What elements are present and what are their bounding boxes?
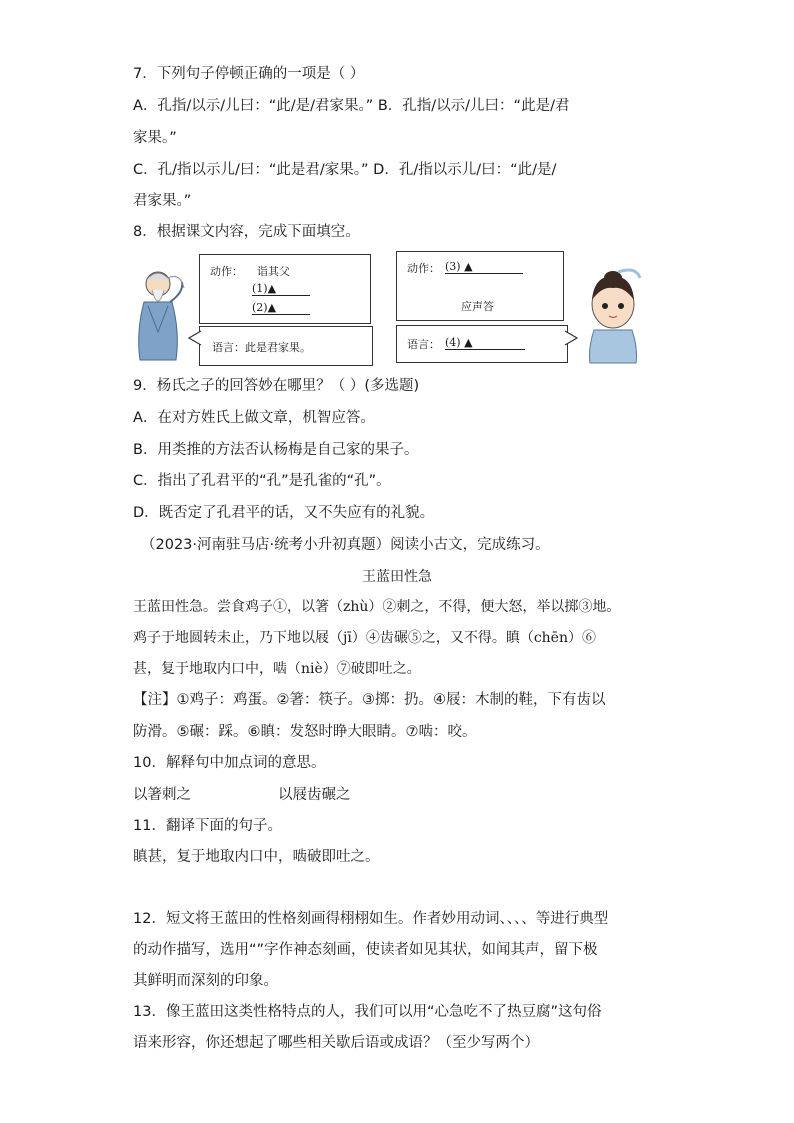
right-speech-tail (564, 330, 578, 346)
left-speech-text: 语言：此是君家果。 (212, 341, 311, 354)
q8-stem: 8．根据课文内容，完成下面填空。 (133, 224, 360, 240)
passage-source: （2023·河南驻马店·统考小升初真题）阅读小古文，完成练习。 (141, 537, 550, 553)
right-response-text: 应声答 (461, 300, 494, 313)
left-action-box (199, 254, 371, 324)
q7-option-ab-line1: A．孔指/以示/儿曰：“此/是/君家果。” B．孔指/以示/儿曰：“此是/君 (133, 98, 570, 114)
q7-option-cd-line1: C．孔/指以示儿/曰：“此是君/家果。” D．孔/指以示儿/曰：“此/是/ (133, 162, 557, 178)
q9-option-b: B．用类推的方法否认杨梅是自己家的果子。 (133, 442, 419, 458)
q9-stem: 9．杨氏之子的回答妙在哪里？（ ）(多选题) (133, 378, 420, 394)
q10-item-2: 以屐齿碾之 (278, 787, 351, 803)
q10-stem: 10．解释句中加点词的意思。 (133, 755, 326, 771)
passage-note-2: 防滑。⑤碾：踩。⑥瞋：发怒时睁大眼睛。⑦啮：咬。 (133, 724, 477, 740)
passage-title: 王蓝田性急 (362, 569, 432, 585)
left-speech-box (199, 326, 373, 366)
right-action-box (396, 251, 564, 321)
left-action-label: 动作： (210, 265, 243, 278)
q7-stem: 7．下列句子停顿正确的一项是（ ） (133, 66, 365, 82)
q7-option-b-line2: 家果。” (133, 130, 177, 146)
right-speech-box (396, 325, 568, 363)
q11-sentence: 瞋甚，复于地取内口中，啮破即吐之。 (133, 849, 380, 865)
left-speech-tail (188, 330, 202, 346)
q7-option-d-line2: 君家果。” (133, 193, 192, 209)
q13-line-2: 语来形容，你还想起了哪些相关歇后语或成语？（至少写两个） (133, 1035, 539, 1051)
passage-note-1: 【注】①鸡子：鸡蛋。②箸：筷子。③掷：扔。④屐：木制的鞋，下有齿以 (133, 692, 606, 708)
q9-option-d: D．既否定了孔君平的话，又不失应有的礼貌。 (133, 505, 435, 521)
q12-line-2: 的动作描写，选用“”字作神态刻画，使读者如见其状，如闻其声，留下极 (133, 942, 598, 958)
q9-option-a: A．在对方姓氏上做文章，机智应答。 (133, 410, 375, 426)
left-action-text: 诣其父 (257, 265, 290, 278)
q9-option-c: C．指出了孔君平的“孔”是孔雀的“孔”。 (133, 473, 391, 489)
blank-4: (4) ▲ (445, 336, 525, 350)
right-speech-label: 语言： (407, 338, 440, 351)
blank-2: (2)▲ (252, 301, 310, 315)
passage-line-2: 鸡子于地圆转未止，乃下地以屐（jī）④齿碾⑤之，又不得。瞋（chēn）⑥ (133, 630, 596, 646)
q11-stem: 11．翻译下面的句子。 (133, 818, 282, 834)
old-man-illustration (126, 262, 196, 362)
passage-line-1: 王蓝田性急。尝食鸡子①，以箸（zhù）②刺之，不得，便大怒，举以掷③地。 (133, 599, 621, 615)
q13-line-1: 13．像王蓝田这类性格特点的人，我们可以用“心急吃不了热豆腐”这句俗 (133, 1004, 602, 1020)
q10-item-1: 以箸刺之 (133, 787, 191, 803)
boy-illustration (580, 268, 646, 364)
q12-line-3: 其鲜明而深刻的印象。 (133, 973, 278, 989)
q12-line-1: 12．短文将王蓝田的性格刻画得栩栩如生。作者妙用动词、、、、等进行典型 (133, 911, 609, 927)
passage-line-3: 甚，复于地取内口中，啮（niè）⑦破即吐之。 (133, 661, 421, 677)
blank-1: (1)▲ (252, 282, 310, 296)
blank-3: (3) ▲ (445, 260, 523, 274)
right-action-label: 动作： (407, 262, 440, 275)
